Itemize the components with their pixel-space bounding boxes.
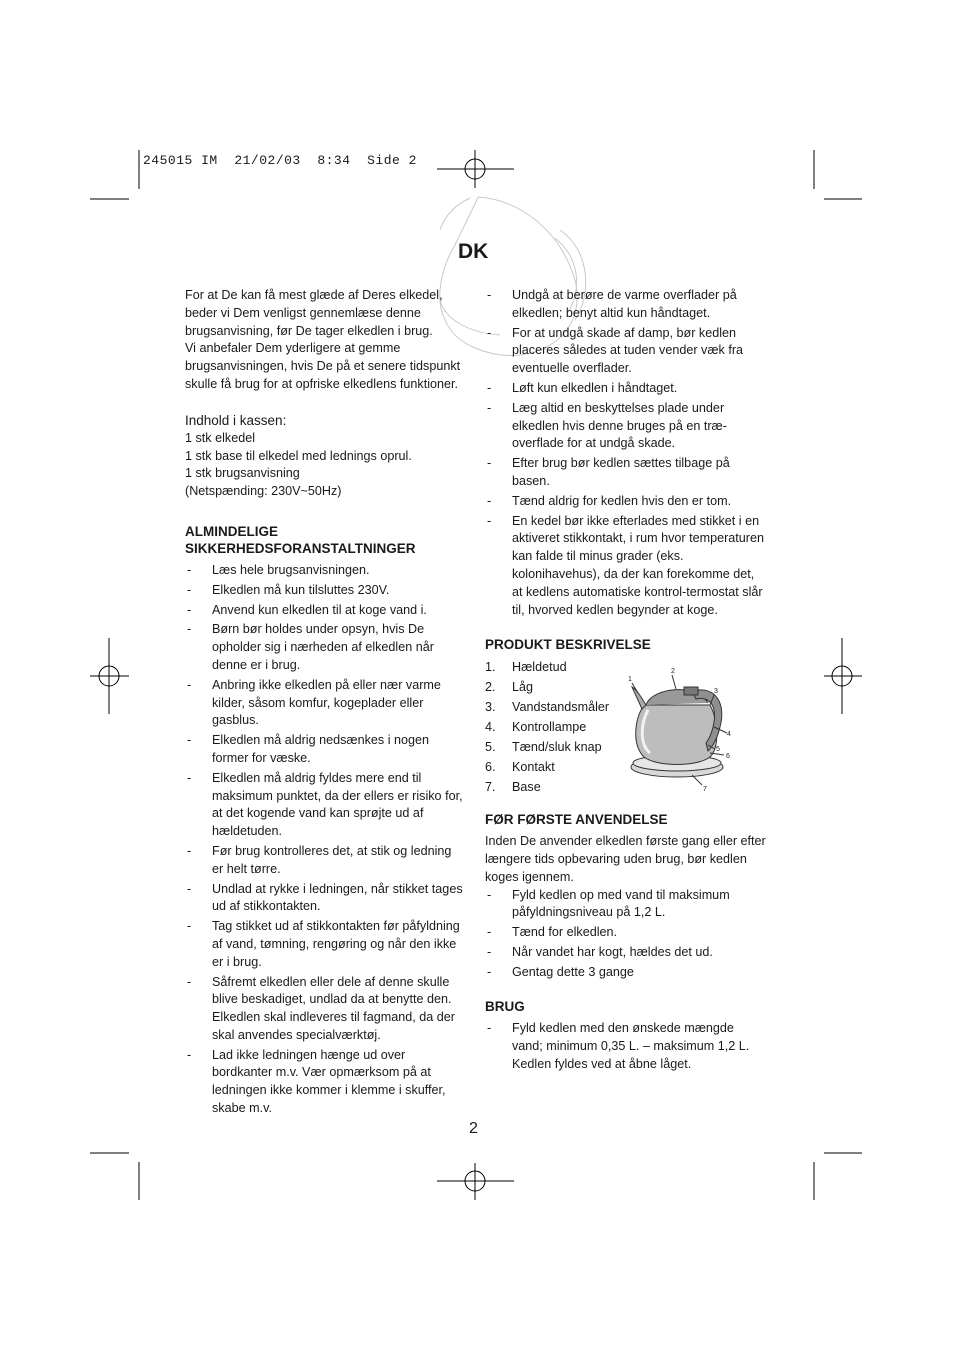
list-item-line: til, hvorved kedlen begynder at koge. (512, 602, 718, 617)
safety-list-left (185, 562, 475, 1118)
list-item-line: placeres således at tuden vender væk fra (512, 343, 744, 358)
product-part-number: 2. (485, 679, 496, 694)
list-item-line: - For at undgå skade af damp, bør kedlen (512, 325, 737, 340)
first-use-intro-line: koges igennem. (485, 869, 574, 884)
list-item (185, 602, 475, 620)
diagram-callout: 4 (727, 731, 731, 738)
list-item-line: Elkedlen skal indleveres til fagmand, da der (212, 1010, 455, 1025)
list-item (485, 944, 775, 962)
list-item (485, 513, 775, 620)
product-part-number: 3. (485, 699, 496, 714)
list-item (185, 582, 475, 600)
list-item-line: - Efter brug bør kedlen sættes tilbage på (512, 456, 730, 471)
safety-heading-line1: ALMINDELIGE (185, 523, 278, 539)
contents-heading: Indhold i kassen: (185, 412, 287, 428)
intro-line: Vi anbefaler Dem yderligere at gemme (185, 341, 401, 356)
registration-mark-top (437, 150, 514, 188)
list-item-line: at kedlens automatiske kontrol-termostat slår (512, 584, 763, 599)
product-part-label: Vandstandsmåler (512, 699, 610, 714)
first-use-intro (485, 833, 775, 886)
diagram-callout: 7 (703, 786, 707, 793)
product-part-label: Låg (512, 679, 534, 694)
list-item-line: basen. (512, 473, 550, 488)
list-item (185, 677, 475, 730)
list-item (485, 924, 775, 942)
diagram-callout: 6 (726, 753, 730, 760)
intro-line: brugsanvisningen, hvis De på et senere tidspunkt (185, 359, 461, 374)
list-item (485, 400, 775, 453)
language-code: DK (458, 240, 489, 263)
list-item-line: eventuelle overflader. (512, 361, 632, 376)
list-item-line: former for væske. (212, 750, 311, 765)
first-use-heading: FØR FØRSTE ANVENDELSE (485, 811, 668, 827)
list-item-line: gasblus. (212, 713, 259, 728)
list-item (185, 562, 475, 580)
list-item-line: - Løft kun elkedlen i håndtaget. (512, 380, 678, 395)
list-item-line: Kedlen fyldes ved at åbne låget. (512, 1056, 692, 1071)
list-item-line: - Læg altid en beskyttelses plade under (512, 400, 725, 415)
list-item-line: - Tænd aldrig for kedlen hvis den er tom. (512, 493, 732, 508)
usage-heading: BRUG (485, 998, 525, 1014)
list-item-line: - Undlad at rykke i ledningen, når stikket tages (212, 881, 463, 896)
safety-heading (185, 523, 475, 558)
product-part-number: 7. (485, 779, 496, 794)
registration-mark-bottom (437, 1163, 514, 1200)
intro-line: brugsanvisning, før De tager elkedlen i brug. (185, 323, 433, 338)
list-item-line: - Tænd for elkedlen. (512, 925, 618, 940)
list-item-line: kolonihavehus), da der kan forekomme det, (512, 566, 755, 581)
product-part-label: Kontakt (512, 759, 555, 774)
list-item-line: elkedlen; benyt altid kun håndtaget. (512, 305, 711, 320)
safety-list-right (485, 287, 775, 619)
contents-line: 1 stk elkedel (185, 430, 256, 445)
first-use-intro-line: Inden De anvender elkedlen første gang eller efter (485, 834, 766, 849)
list-item (485, 964, 775, 982)
list-item (485, 455, 775, 491)
list-item-line: - Anbring ikke elkedlen på eller nær varme (212, 677, 441, 692)
intro-line: skulle få brug for at opfriske elkedlens funktioner. (185, 376, 459, 391)
product-heading: PRODUKT BESKRIVELSE (485, 637, 651, 653)
list-item-line: - Lad ikke ledningen hænge ud over (212, 1047, 406, 1062)
intro-line: For at De kan få mest glæde af Deres elkedel, (185, 288, 443, 302)
list-item-line: denne er i brug. (212, 657, 301, 672)
product-part-label: Base (512, 779, 541, 794)
list-item-line: skabe m.v. (212, 1101, 272, 1116)
list-item-line: - Elkedlen må kun tilsluttes 230V. (212, 582, 390, 597)
list-item-line: kan falde til minus grader (eks. (512, 549, 684, 564)
list-item-line: - Undgå at berøre de varme overflader på (512, 288, 737, 302)
list-item (185, 770, 475, 841)
list-item (185, 918, 475, 971)
kettle-spout-shape (632, 687, 646, 709)
registration-mark-right (824, 638, 862, 714)
list-item-line: - Før brug kontrolleres det, at stik og ledning (212, 843, 452, 858)
list-item-line: vand; minimum 0,35 L. – maksimum 1,2 L. (512, 1038, 750, 1053)
diagram-callout: 1 (628, 676, 632, 683)
list-item-line: opholder sig i nærheden af elkedlen når (212, 640, 434, 655)
list-item-line: maksimum punktet, da der ellers er risiko for, (212, 788, 463, 803)
contents-line: (Netspænding: 230V~50Hz) (185, 484, 342, 499)
list-item (185, 974, 475, 1045)
kettle-body-shape (636, 705, 717, 765)
list-item-line: er helt tørre. (212, 861, 281, 876)
list-item (485, 1020, 775, 1073)
list-item-line: ledningen ikke kommer i klemme i skuffer, (212, 1083, 446, 1098)
list-item (185, 843, 475, 879)
list-item (185, 881, 475, 917)
intro-text (185, 287, 475, 394)
list-item (185, 732, 475, 768)
list-item-line: - En kedel bør ikke efterlades med stikket i en (512, 513, 760, 528)
list-item-line: hældetuden. (212, 824, 283, 839)
first-use-list (485, 887, 775, 982)
product-part-number: 6. (485, 759, 496, 774)
diagram-callout: 3 (714, 688, 718, 695)
intro-line: beder vi Dem venligst gennemlæse denne (185, 305, 421, 320)
contents-line: 1 stk brugsanvisning (185, 466, 300, 481)
list-item-line: - Elkedlen må aldrig nedsænkes i nogen (212, 733, 430, 748)
list-item-line: blive beskadiget, undlad da at benytte den. (212, 992, 452, 1007)
list-item (485, 380, 775, 398)
product-part-label: Hældetud (512, 659, 567, 674)
diagram-callout: 2 (671, 668, 675, 675)
product-part-label: Tænd/sluk knap (512, 739, 602, 754)
list-item-line: - Børn bør holdes under opsyn, hvis De (212, 622, 425, 637)
list-item-line: elkedlen hvis denne bruges på en træ- (512, 418, 727, 433)
list-item-line: - Elkedlen må aldrig fyldes mere end til (212, 770, 422, 785)
list-item-line: - Fyld kedlen op med vand til maksimum (512, 887, 730, 902)
list-item (485, 325, 775, 378)
product-part-label: Kontrollampe (512, 719, 587, 734)
list-item-line: - Fyld kedlen med den ønskede mængde (512, 1021, 734, 1036)
usage-list (485, 1020, 775, 1073)
list-item-line: - Anvend kun elkedlen til at koge vand i. (212, 602, 427, 617)
list-item-line: - Såfremt elkedlen eller dele af denne skulle (212, 974, 450, 989)
registration-mark-left (90, 638, 129, 714)
contents-list (185, 430, 475, 501)
list-item-line: påfyldningsniveau på 1,2 L. (512, 905, 666, 920)
list-item-line: ud af stikkontakten. (212, 899, 321, 914)
list-item-line: skal anvendes specialværktøj. (212, 1027, 381, 1042)
page-number: 2 (469, 1120, 478, 1137)
safety-heading-line2: SIKKERHEDSFORANSTALTNINGER (185, 541, 416, 557)
list-item-line: - Gentag dette 3 gange (512, 964, 634, 979)
diagram-callout: 5 (716, 746, 720, 753)
list-item (185, 621, 475, 674)
list-item-line: at det kogende vand kan sprøjte ud af (212, 806, 424, 821)
print-slug: 245015 IM 21/02/03 8:34 Side 2 (143, 153, 417, 168)
contents-line: 1 stk base til elkedel med lednings oprul. (185, 448, 412, 463)
list-item-line: overflade for at undgå skade. (512, 436, 676, 451)
first-use-intro-line: længere tids opbevaring uden brug, bør kedlen (485, 852, 747, 867)
kettle-diagram (622, 665, 737, 795)
list-item-line: er i brug. (212, 954, 262, 969)
list-item-line: kilder, såsom komfur, kogeplader eller (212, 695, 424, 710)
left-column (185, 287, 475, 1120)
list-item-line: bordkanter m.v. Vær opmærksom på at (212, 1065, 431, 1080)
product-part-number: 1. (485, 659, 496, 674)
product-part-number: 5. (485, 739, 496, 754)
list-item (485, 287, 775, 323)
list-item (485, 493, 775, 511)
list-item (485, 887, 775, 923)
product-part-number: 4. (485, 719, 496, 734)
list-item-line: - Tag stikket ud af stikkontakten før påfyldning (212, 919, 460, 934)
list-item-line: - Læs hele brugsanvisningen. (212, 562, 370, 577)
list-item-line: - Når vandet har kogt, hældes det ud. (512, 945, 713, 960)
list-item (185, 1047, 475, 1118)
list-item-line: af vand, tømning, rengøring og når den ikke (212, 936, 457, 951)
list-item-line: aktiveret stikkontakt, i rum hvor temperaturen (512, 531, 764, 546)
